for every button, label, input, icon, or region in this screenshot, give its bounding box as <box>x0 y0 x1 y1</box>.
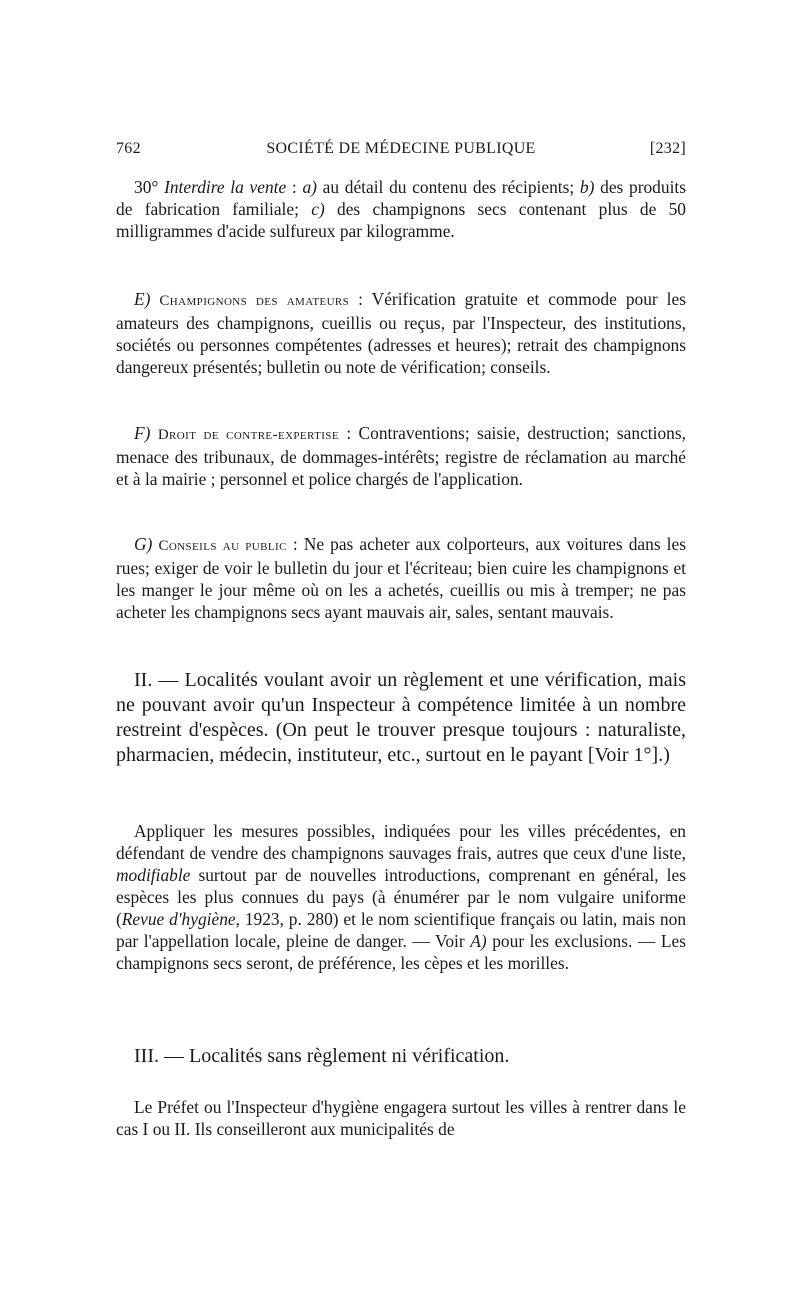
section-ii-heading <box>116 668 686 768</box>
item-lead: Interdire la vente <box>164 177 287 197</box>
section-letter: G) <box>134 534 153 554</box>
emphasis-modifiable: modifiable <box>116 865 191 885</box>
section-heading: Conseils au public <box>158 538 287 554</box>
section-body: : Vérification gratuite et commode pour les amateurs des champignons, cueillis ou reçus, par l'Inspecteur, des institutions, sociétés ou personnes compétentes (adresses et heures); retrait des champignons dangereux présentés; bulletin ou note de vérification; conseils. <box>116 289 686 377</box>
citation-revue: Revue d'hygiène <box>121 909 236 929</box>
section-e-paragraph <box>116 288 686 378</box>
running-title: SOCIÉTÉ DE MÉDECINE PUBLIQUE <box>266 140 536 157</box>
item-number: 30° <box>134 177 159 197</box>
section-iii-text: Le Préfet ou l'Inspecteur d'hygiène engagera surtout les villes à rentrer dans le cas I ou II. Ils conseilleront aux municipalités de <box>116 1097 686 1139</box>
section-letter: E) <box>134 289 151 309</box>
section-iii-heading: III. — Localités sans règlement ni vérification. <box>134 1045 510 1067</box>
section-heading: Droit de contre-expertise <box>157 427 339 443</box>
section-number: [232] <box>649 140 686 157</box>
section-g-paragraph <box>116 533 686 623</box>
section-letter: F) <box>134 423 151 443</box>
section-ii-text: II. — Localités voulant avoir un règlement et une vérification, mais ne pouvant avoir qu'un Inspecteur à compétence limitée à un nombre restreint d'espèces. (On peut le trouver presque toujours : naturaliste, pharmacien, médecin, instituteur, etc., surtout en le payant [Voir 1°].) <box>116 669 686 766</box>
section-iii-paragraph <box>116 1096 686 1140</box>
page-number: 762 <box>116 140 141 157</box>
section-heading: Champignons des amateurs <box>159 293 350 309</box>
section-f-paragraph <box>116 422 686 490</box>
section-ii-paragraph: Appliquer les mesures possibles, indiquées pour les villes précédentes, en défendant de vendre des champignons sauvages frais, autres que ceux d'une liste, modifiable surtout par de nouvelles introductions, comprenant en général, les espèces les plus connues du pays (à énumérer par le nom vulgaire uniforme (Revue d'hygiène, 1923, p. 280) et le nom scientifique français ou latin, mais non par l'appellation locale, pleine de danger. — Voir A) pour les exclusions. — Les champignons secs seront, de préférence, les cèpes et les morilles. <box>116 821 687 973</box>
section-body: : Ne pas acheter aux colporteurs, aux voitures dans les rues; exiger de voir le bulletin du jour et l'écriteau; bien cuire les champignons et les manger le jour même où on les a achetés, cueillis ou mis à tremper; ne pas acheter les champignons secs ayant mauvais air, sales, sentant mauvais. <box>116 534 686 622</box>
section-body: : Contraventions; saisie, destruction; sanctions, menace des tribunaux, de dommages-intérêts; registre de réclamation au marché et à la mairie ; personnel et police chargés de l'application. <box>116 423 686 489</box>
item-30-paragraph: 30° Interdire la vente : a) au détail du contenu des récipients; b) des produits de fabrication familiale; c) des champignons secs contenant plus de 50 milligrammes d'acide sulfureux par kilogramme. <box>116 177 686 241</box>
